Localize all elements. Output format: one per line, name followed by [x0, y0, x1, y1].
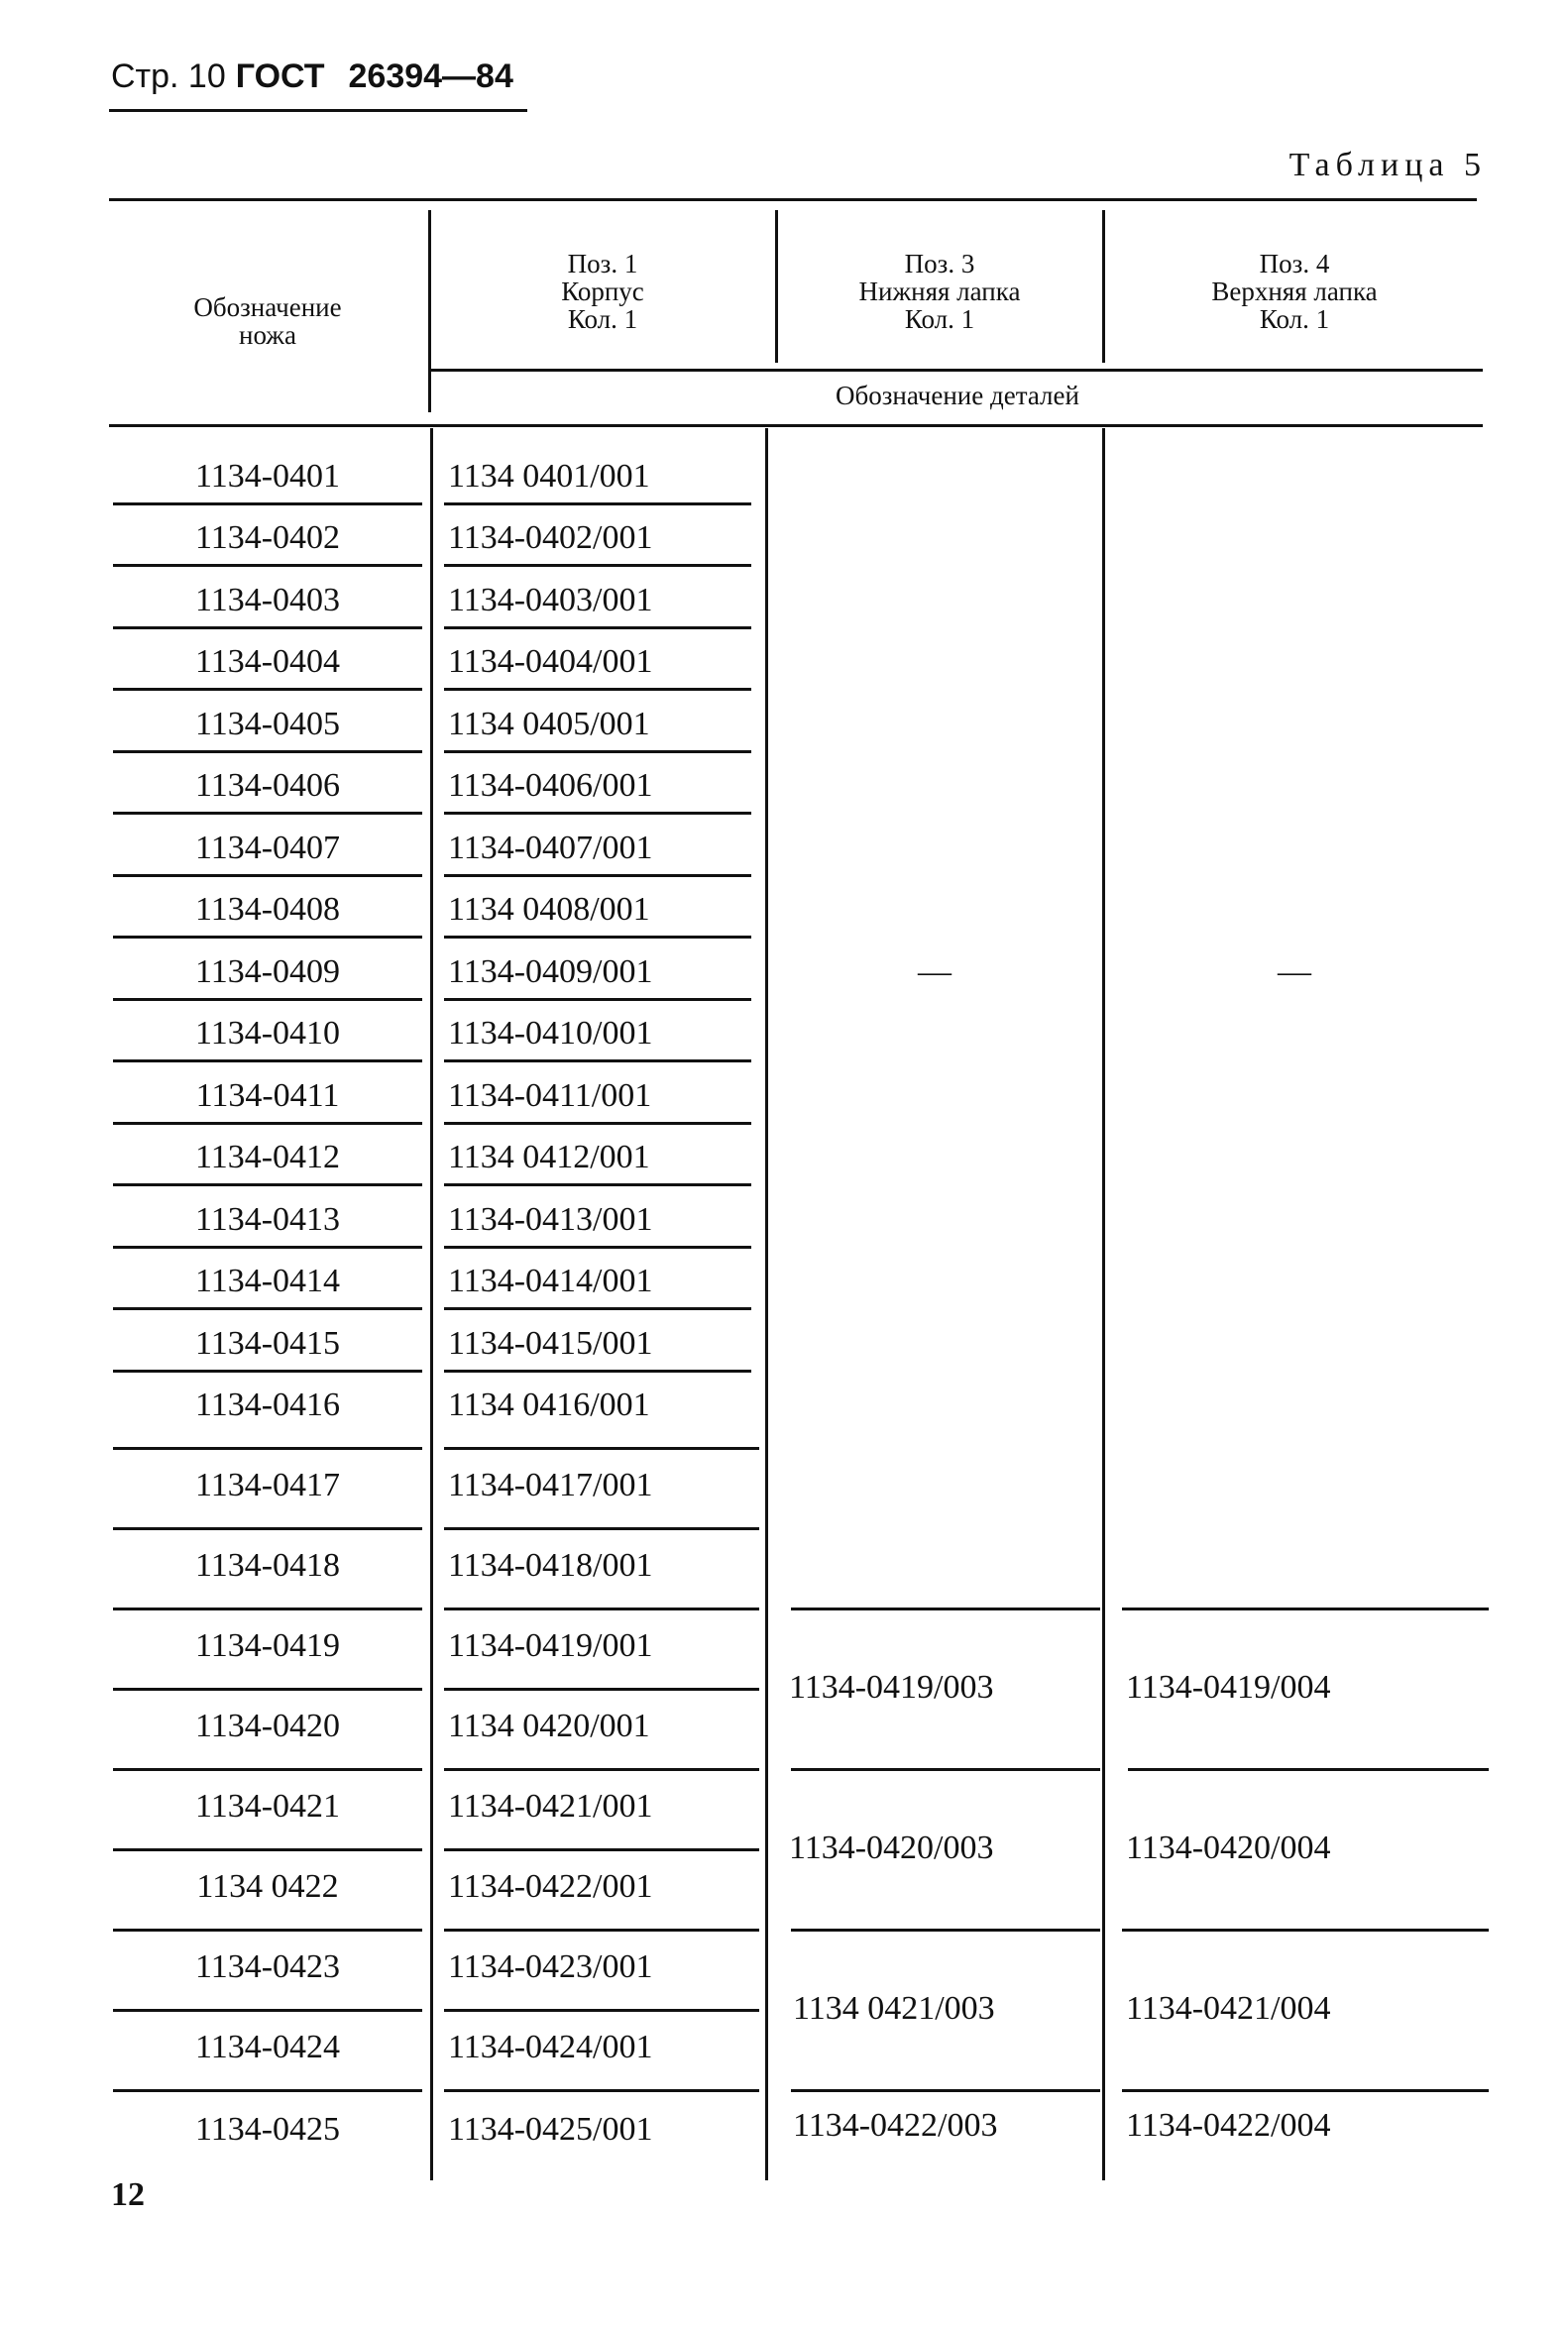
row-rule: [444, 502, 751, 505]
row-rule: [113, 1688, 422, 1691]
row-rule: [444, 1688, 759, 1691]
standard-name: ГОСТ: [235, 57, 325, 95]
pos1-designation: 1134-0417/001: [448, 1467, 653, 1503]
col-divider-1-header: [428, 210, 431, 412]
knife-designation: 1134-0408: [194, 891, 341, 928]
header-pos4-label: Поз. 4: [1259, 249, 1330, 278]
row-rule: [444, 2089, 759, 2092]
knife-designation: 1134-0402: [194, 519, 341, 556]
group-rule: [1122, 2089, 1489, 2092]
row-rule: [113, 1307, 422, 1310]
row-rule: [113, 2009, 422, 2012]
header-pos4-qty: Кол. 1: [1259, 304, 1330, 334]
row-rule: [113, 2089, 422, 2092]
knife-designation: 1134-0412: [194, 1139, 341, 1175]
header-designation-line2: ножа: [239, 320, 296, 350]
row-rule: [444, 1608, 759, 1610]
page-number: 12: [111, 2176, 145, 2213]
table-header-bottom-rule: [109, 424, 1483, 427]
col-divider-2: [765, 428, 768, 2180]
header-pos1: [432, 250, 773, 333]
row-rule: [444, 750, 751, 753]
pos1-designation: 1134-0404/001: [448, 643, 653, 680]
pos1-designation: 1134-0410/001: [448, 1015, 653, 1052]
row-rule: [113, 564, 422, 567]
pos1-designation: 1134-0414/001: [448, 1263, 653, 1299]
knife-designation: 1134-0418: [194, 1547, 341, 1584]
group-rule: [1122, 1929, 1489, 1932]
pos1-designation: 1134-0403/001: [448, 582, 653, 618]
header-pos1-qty: Кол. 1: [567, 304, 638, 334]
knife-designation: 1134-0411: [195, 1077, 340, 1114]
row-rule: [113, 1929, 422, 1932]
row-rule: [444, 688, 751, 691]
table-title: Таблица 5: [1288, 147, 1487, 183]
parts-header: Обозначение деталей: [836, 381, 1079, 410]
row-rule: [444, 1527, 759, 1530]
header-pos4: [1106, 250, 1483, 333]
row-rule: [444, 1848, 759, 1851]
col-divider-2-header: [775, 210, 778, 363]
pos1-designation: 1134-0402/001: [448, 519, 653, 556]
header-underline: [109, 109, 527, 112]
pos1-designation: 1134 0408/001: [448, 891, 650, 928]
knife-designation: 1134-0413: [194, 1201, 341, 1238]
row-rule: [444, 626, 751, 629]
header-pos4-name: Верхняя лапка: [1211, 277, 1378, 306]
row-rule: [444, 936, 751, 939]
standard-number: 26394—84: [348, 57, 513, 95]
knife-designation: 1134-0423: [194, 1948, 341, 1985]
group-rule: [791, 1929, 1100, 1932]
pos4-empty-dash: —: [1278, 953, 1311, 990]
row-rule: [113, 750, 422, 753]
pos1-designation: 1134 0416/001: [448, 1386, 650, 1423]
pos1-designation: 1134-0421/001: [448, 1788, 653, 1825]
row-rule: [444, 2009, 759, 2012]
pos1-designation: 1134-0406/001: [448, 767, 653, 804]
col-divider-3: [1102, 428, 1105, 2180]
group-rule: [791, 1608, 1100, 1610]
knife-designation: 1134-0401: [194, 458, 341, 495]
header-pos3-name: Нижняя лапка: [858, 277, 1021, 306]
pos1-designation: 1134-0425/001: [448, 2111, 653, 2148]
header-pos1-label: Поз. 1: [567, 249, 638, 278]
row-rule: [113, 1183, 422, 1186]
group-rule: [791, 2089, 1100, 2092]
pos1-designation: 1134 0405/001: [448, 706, 650, 742]
col-divider-1: [430, 428, 433, 2180]
pos4-designation: 1134-0420/004: [1126, 1830, 1331, 1866]
knife-designation: 1134-0416: [194, 1386, 341, 1423]
pos1-designation: 1134-0415/001: [448, 1325, 653, 1362]
row-rule: [444, 874, 751, 877]
pos1-designation: 1134-0423/001: [448, 1948, 653, 1985]
row-rule: [113, 1608, 422, 1610]
pos1-designation: 1134-0424/001: [448, 2029, 653, 2065]
pos3-empty-dash: —: [918, 953, 952, 990]
row-rule: [113, 874, 422, 877]
row-rule: [113, 626, 422, 629]
header-pos1-name: Корпус: [561, 277, 644, 306]
pos1-designation: 1134 0401/001: [448, 458, 650, 495]
row-rule: [113, 1848, 422, 1851]
page-label: Стр. 10: [111, 57, 226, 95]
knife-designation: 1134-0406: [194, 767, 341, 804]
knife-designation: 1134-0409: [194, 953, 341, 990]
pos4-designation: 1134-0419/004: [1126, 1669, 1331, 1706]
row-rule: [113, 1246, 422, 1249]
row-rule: [113, 1768, 422, 1771]
row-rule: [444, 812, 751, 815]
row-rule: [444, 1246, 751, 1249]
knife-designation: 1134-0417: [194, 1467, 341, 1503]
row-rule: [444, 1183, 751, 1186]
group-rule: [1128, 1768, 1489, 1771]
knife-designation: 1134-0403: [194, 582, 341, 618]
row-rule: [444, 1447, 759, 1450]
header-pos3-qty: Кол. 1: [904, 304, 975, 334]
row-rule: [444, 1307, 751, 1310]
pos3-designation: 1134-0420/003: [789, 1830, 994, 1866]
knife-designation: 1134-0407: [194, 830, 341, 866]
knife-designation: 1134 0422: [196, 1868, 339, 1905]
pos1-designation: 1134-0418/001: [448, 1547, 653, 1584]
pos1-designation: 1134-0409/001: [448, 953, 653, 990]
row-rule: [444, 1370, 751, 1373]
knife-designation: 1134-0421: [194, 1788, 341, 1825]
row-rule: [444, 564, 751, 567]
row-rule: [113, 1447, 422, 1450]
group-rule: [791, 1768, 1100, 1771]
pos1-designation: 1134-0411/001: [448, 1077, 652, 1114]
pos4-designation: 1134-0421/004: [1126, 1990, 1331, 2027]
knife-designation: 1134-0425: [194, 2111, 341, 2148]
row-rule: [113, 812, 422, 815]
knife-designation: 1134-0424: [194, 2029, 341, 2065]
knife-designation: 1134-0410: [194, 1015, 341, 1052]
pos3-designation: 1134-0422/003: [793, 2107, 998, 2144]
pos3-designation: 1134 0421/003: [793, 1990, 995, 2027]
row-rule: [444, 1122, 751, 1125]
row-rule: [444, 1929, 759, 1932]
pos1-designation: 1134-0407/001: [448, 830, 653, 866]
pos1-designation: 1134 0412/001: [448, 1139, 650, 1175]
pos1-designation: 1134 0420/001: [448, 1708, 650, 1744]
row-rule: [113, 998, 422, 1001]
knife-designation: 1134-0404: [194, 643, 341, 680]
pos3-designation: 1134-0419/003: [789, 1669, 994, 1706]
row-rule: [113, 1527, 422, 1530]
row-rule: [444, 998, 751, 1001]
header-pos3: [779, 250, 1100, 333]
row-rule: [113, 936, 422, 939]
pos1-designation: 1134-0419/001: [448, 1627, 653, 1664]
parts-header-rule: [430, 369, 1483, 372]
row-rule: [113, 502, 422, 505]
table-top-rule: [109, 198, 1477, 201]
pos1-designation: 1134-0413/001: [448, 1201, 653, 1238]
knife-designation: 1134-0415: [194, 1325, 341, 1362]
page-header: [111, 57, 513, 96]
col-divider-3-header: [1102, 210, 1105, 363]
knife-designation: 1134-0405: [194, 706, 341, 742]
row-rule: [113, 1122, 422, 1125]
knife-designation: 1134-0419: [194, 1627, 341, 1664]
row-rule: [113, 1059, 422, 1062]
row-rule: [444, 1059, 751, 1062]
pos4-designation: 1134-0422/004: [1126, 2107, 1331, 2144]
pos1-designation: 1134-0422/001: [448, 1868, 653, 1905]
header-pos3-label: Поз. 3: [904, 249, 975, 278]
header-designation-line1: Обозначение: [193, 292, 342, 322]
row-rule: [444, 1768, 759, 1771]
row-rule: [113, 1370, 422, 1373]
group-rule: [1122, 1608, 1489, 1610]
row-rule: [113, 688, 422, 691]
header-designation: [111, 293, 424, 349]
knife-designation: 1134-0420: [194, 1708, 341, 1744]
knife-designation: 1134-0414: [194, 1263, 341, 1299]
